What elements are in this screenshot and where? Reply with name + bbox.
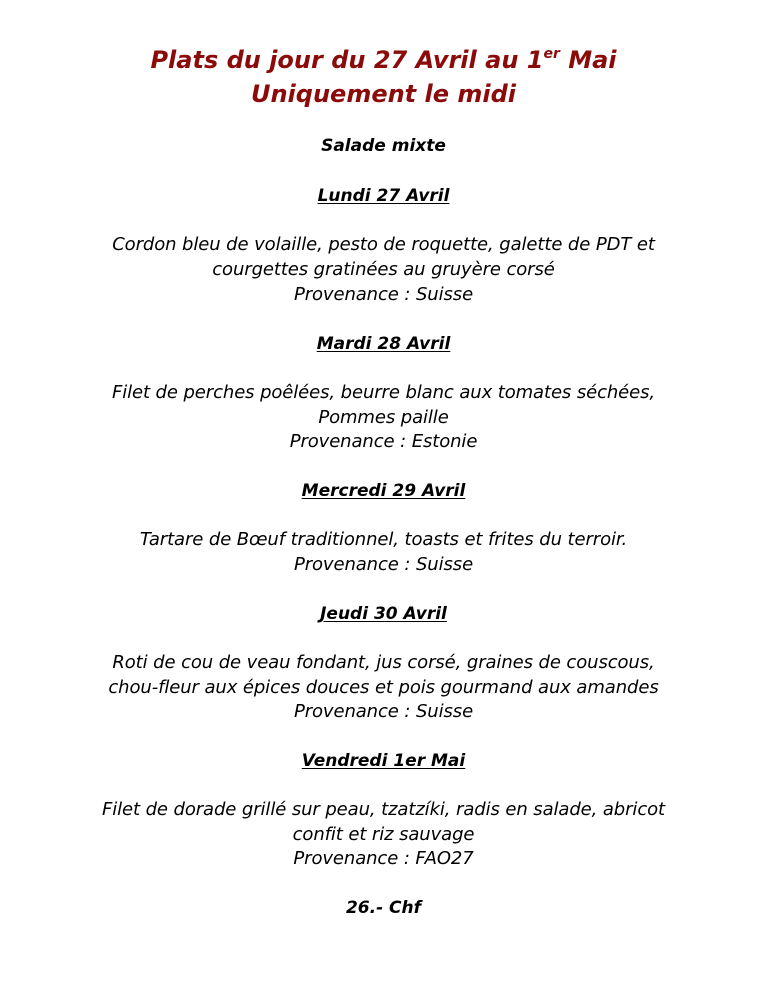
provenance-line: Provenance : Suisse: [293, 284, 474, 305]
dish-line: Pommes paille: [318, 407, 449, 428]
day-heading-thursday: Jeudi 30 Avril: [320, 604, 447, 624]
provenance-line: Provenance : Estonie: [289, 431, 478, 452]
menu-title-line2: Uniquement le midi: [250, 80, 517, 108]
provenance-line: Provenance : Suisse: [293, 554, 474, 575]
day-heading-friday: Vendredi 1er Mai: [301, 751, 466, 771]
dish-line: Filet de perches poêlées, beurre blanc aux tomates séchées,: [111, 382, 656, 403]
dish-line: Cordon bleu de volaille, pesto de roquette, galette de PDT et: [112, 234, 655, 255]
salad-label: Salade mixte: [321, 136, 446, 156]
title-text-main: Plats du jour du 27 Avril au 1: [150, 46, 544, 74]
dish-line: chou-fleur aux épices douces et pois gourmand aux amandes: [108, 677, 659, 698]
dish-line: Roti de cou de veau fondant, jus corsé, graines de couscous,: [112, 652, 655, 673]
day-heading-tuesday: Mardi 28 Avril: [316, 334, 451, 354]
provenance-line: Provenance : FAO27: [293, 848, 474, 869]
day-heading-monday: Lundi 27 Avril: [317, 186, 450, 206]
dish-line: Filet de dorade grillé sur peau, tzatzíki, radis en salade, abricot: [101, 799, 666, 820]
title-text-end: Mai: [559, 46, 617, 74]
title-superscript: er: [543, 46, 560, 62]
dish-line: courgettes gratinées au gruyère corsé: [212, 259, 555, 280]
menu-title-line1: [0, 43, 767, 77]
provenance-line: Provenance : Suisse: [293, 701, 474, 722]
day-heading-wednesday: Mercredi 29 Avril: [301, 481, 466, 501]
dish-line: Tartare de Bœuf traditionnel, toasts et frites du terroir.: [139, 529, 628, 550]
price-label: 26.- Chf: [345, 898, 422, 918]
dish-line: confit et riz sauvage: [292, 824, 475, 845]
